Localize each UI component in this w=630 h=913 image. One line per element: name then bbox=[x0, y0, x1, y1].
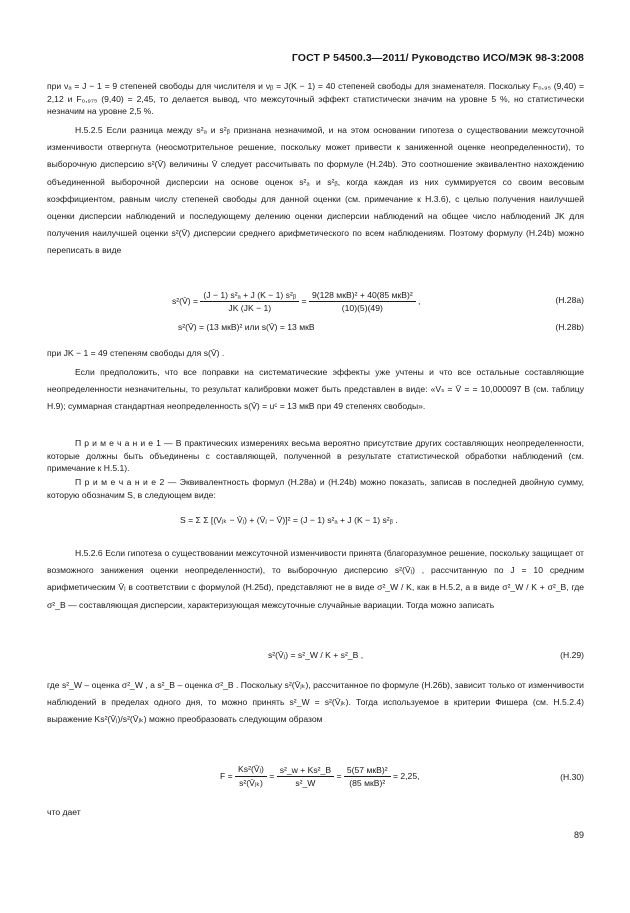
formula-h30-lhs: F = bbox=[220, 770, 233, 781]
page-number: 89 bbox=[573, 830, 584, 840]
formula-h28a-lhs: s²(V̄) = bbox=[172, 295, 199, 306]
formula-h30-label: (Н.30) bbox=[560, 772, 584, 782]
formula-double-sum: S = Σ Σ [(Vⱼₖ − V̄ⱼ) + (V̄ⱼ − V̄)]² = (J − 1) s²ₐ + J (K − 1) s²ᵦ . bbox=[180, 515, 398, 525]
paragraph-estimates: где s²_W – оценка σ²_W , а s²_B – оценка σ²_B . Поскольку s²(V̄ⱼₖ), рассчитанное по формуле (Н.26b), зависит только от изменчивости наблюдений в пределах одного дня, то можно принять s²_W = s²(V̄ⱼₖ). Тогда используемое в критерии Фишера (см. Н.5.2.4) выражение Ks²(V̄ⱼ)/s²(V̄ⱼₖ) можно преобразовать следующим образом bbox=[47, 680, 584, 725]
formula-h30-fraction-3 bbox=[344, 765, 391, 788]
formula-h30-fraction-2 bbox=[277, 765, 334, 788]
formula-h30-denominator-3: (85 мкВ)² bbox=[349, 778, 386, 788]
formula-h30-numerator-1: Ks²(V̄ⱼ) bbox=[235, 764, 267, 777]
formula-h30-denominator-1: s²(V̄ⱼₖ) bbox=[239, 778, 263, 788]
paragraph-calibration-result: Если предположить, что все поправки на систематические эффекты уже учтены и что все остальные составляющие неопределенности незначительны, то результат калибровки может быть представлен в виде: «Vₛ = V̄ = = 10,000097 В (см. таблицу Н.9); суммарная стандартная неопределенность s(V̄) = uᶜ = 13 мкВ при 49 степенях свободы». bbox=[47, 367, 584, 412]
note-2: П р и м е ч а н и е 2 — Эквивалентность формул (Н.28а) и (Н.24b) можно показать, записав в последней двойную сумму, которую обозначим S, в следующем виде: bbox=[47, 477, 584, 500]
formula-h30: F = $\frac{\text{Ks²(V̄ⱼ)}}{\text{s²(V̄ⱼₖ)}}$ = $\frac{\text{s²\_w + Ks²\_B}}{\text{s²\_W}}$ = $\frac{\text{5(57 мкВ)²}}{\text{(85 мкВ)²}}$ = 2,25, bbox=[220, 764, 420, 788]
paragraph-degrees-of-freedom: при νₐ = J − 1 = 9 степеней свободы для числителя и νᵦ = J(K − 1) = 40 степеней свободы для знаменателя. Поскольку F₀,₉₅ (9,40) = 2,12 и F₀,₉₇₅ (9,40) = 2,45, то делается вывод, что межсуточный эффект статистически значим на уровне 5 %, но статистически незначим на уровне 2,5 %. bbox=[47, 81, 584, 117]
formula-h29-label: (Н.29) bbox=[560, 650, 584, 660]
formula-h28a-denominator-1: JK (JK − 1) bbox=[228, 303, 272, 313]
formula-h28a-fraction-1 bbox=[200, 290, 299, 313]
paragraph-h5-2-6: Н.5.2.6 Если гипотеза о существовании межсуточной изменчивости принята (благоразумное решение, поскольку защищает от возможного занижения оценки неопределенности), то выборочную дисперсию s²(V̄ⱼ) , рассчитанную по J = 10 средним арифметическим V̄ⱼ в соответствии с формулой (Н.25d), представляют не в виде σ²_W / K, как в Н.5.2, а в виде σ²_W / K + σ²_B, где σ²_B — составляющая дисперсии, характеризующая межсуточные случайные вариации. Тогда можно записать bbox=[47, 548, 584, 610]
formula-h28a: s²(V̄) = $\frac{\text{(J − 1) s²ₐ + J (K − 1) s²ᵦ}}{JK (JK - 1)}$ = $\frac{\text{9(128 мкВ)² + 40(85 мкВ)²}}{(10)(5)(49)}$ , bbox=[172, 290, 421, 313]
paragraph-which-gives: что дает bbox=[47, 807, 81, 817]
formula-h30-numerator-2: s²_w + Ks²_B bbox=[277, 765, 334, 777]
formula-h28a-denominator-2: (10)(5)(49) bbox=[341, 303, 383, 313]
formula-h30-denominator-2: s²_W bbox=[295, 778, 316, 788]
formula-h30-fraction-1 bbox=[235, 764, 267, 789]
paragraph-h5-2-5: Н.5.2.5 Если разница между s²ₐ и s²ᵦ признана незначимой, и на этом основании гипотеза о существовании межсуточной изменчивости отвергнута (неосмотрительное решение, поскольку может привести к заниженной оценке неопределенности), то выборочную дисперсию s²(V̄) величины V̄ следует рассчитывать по формуле (Н.24b). Это соотношение эквивалентно нахождению объединенной выборочной дисперсии на основе оценок s²ₐ и s²ᵦ, когда каждая из них суммируется со своим весовым коэффициентом, равным числу степеней свободы для данной оценки (см. примечание к Н.3.6), с целью получения наилучшей оценки дисперсии наблюдений и последующему делению оценки дисперсии наблюдений на общее число наблюдений JK для получения наилучшей оценки s²(V̄) дисперсии среднего арифметического по всем наблюдениям. Поэтому формулу (Н.24b) можно переписать в виде bbox=[47, 125, 584, 256]
formula-h28a-fraction-2 bbox=[309, 290, 416, 313]
formula-h28b: s²(V̄) = (13 мкВ)² или s(V̄) = 13 мкВ bbox=[178, 322, 315, 332]
formula-h28a-numerator-2: 9(128 мкВ)² + 40(85 мкВ)² bbox=[309, 290, 416, 302]
paragraph-jk-degrees: при JK − 1 = 49 степеням свободы для s(V̄) . bbox=[47, 348, 225, 358]
formula-h29: s²(V̄ⱼ) = s²_W / K + s²_B , bbox=[268, 650, 364, 660]
formula-h28b-label: (Н.28b) bbox=[555, 322, 584, 332]
formula-h28a-label: (Н.28а) bbox=[555, 295, 584, 305]
formula-h30-numerator-3: 5(57 мкВ)² bbox=[344, 765, 391, 777]
page-header: ГОСТ Р 54500.3—2011/ Руководство ИСО/МЭК 98-3:2008 bbox=[291, 52, 584, 64]
formula-h28a-numerator-1: (J − 1) s²ₐ + J (K − 1) s²ᵦ bbox=[200, 290, 299, 302]
formula-h30-result: = 2,25, bbox=[392, 770, 420, 781]
note-1: П р и м е ч а н и е 1 — В практических измерениях весьма вероятно присутствие других составляющих неопределенности, которые должны быть объединены с составляющей, полученной в результате статистической обработки наблюдений (см. примечание к Н.5.1). bbox=[47, 438, 584, 474]
